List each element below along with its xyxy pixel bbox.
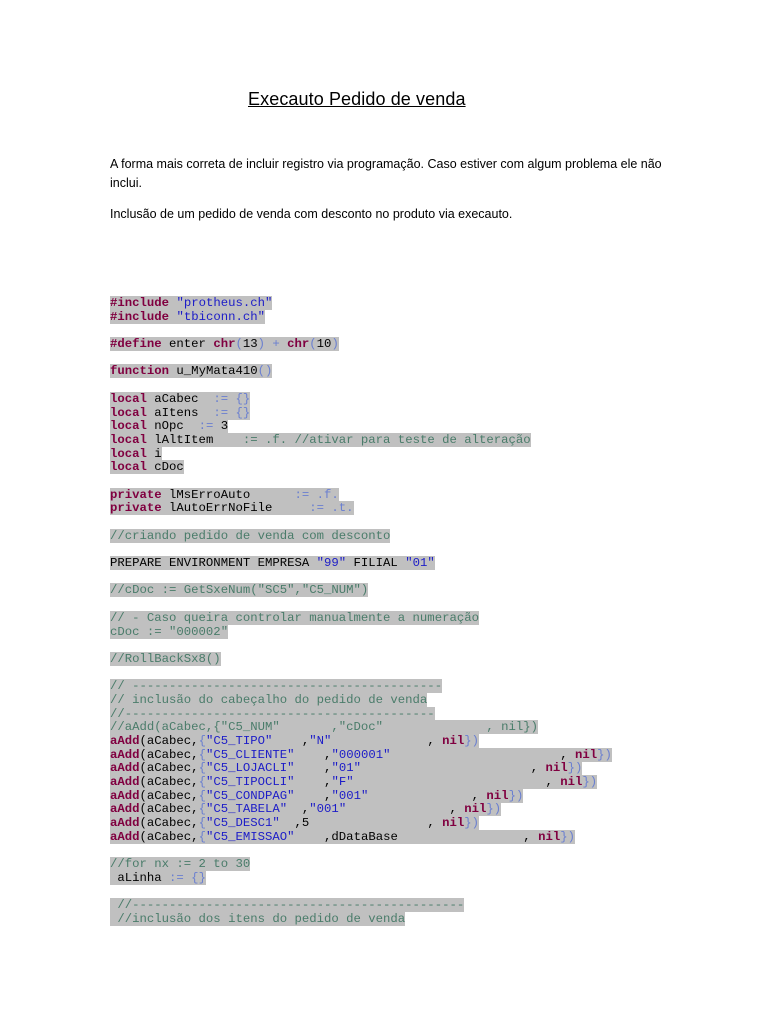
code-token: lAltItem: [146, 432, 243, 447]
code-token: (aCabec,: [139, 802, 199, 817]
code-line-highlight: [110, 898, 464, 912]
code-line-highlight: [110, 816, 479, 830]
code-line: [110, 475, 730, 489]
code-token: //------------------------------------------: [110, 706, 435, 721]
code-line-highlight: [110, 693, 427, 707]
code-token: := {}: [213, 391, 251, 406]
code-token: := {}: [213, 405, 251, 420]
code-block: [110, 297, 730, 927]
code-token: ,: [294, 775, 332, 790]
code-token: #include: [110, 296, 170, 310]
code-token: (aCabec,: [139, 734, 199, 748]
code-line-highlight: [110, 679, 442, 693]
code-token: nil: [560, 775, 583, 790]
code-line-highlight: [110, 611, 479, 625]
code-token: {: [198, 734, 206, 748]
code-token: "001": [331, 788, 369, 803]
code-token: aAdd: [110, 761, 140, 776]
code-token: "tbiconn.ch": [176, 309, 265, 324]
code-line: [110, 790, 730, 804]
code-token: cDoc: [146, 460, 184, 475]
code-token: //RollBackSx8(): [110, 651, 221, 666]
code-line-highlight: [110, 912, 405, 926]
code-token: ) +: [257, 337, 288, 352]
code-line: [110, 571, 730, 585]
code-line: [110, 612, 730, 626]
code-token: nil: [486, 788, 509, 803]
code-line: [110, 489, 730, 503]
code-line: [110, 708, 730, 722]
code-line: [110, 639, 730, 653]
code-token: "C5_DESC1": [205, 816, 280, 831]
code-line: [110, 598, 730, 612]
code-line-highlight: [110, 310, 265, 324]
code-token: nil: [442, 734, 465, 748]
code-token: {: [198, 788, 206, 803]
code-line-highlight: [110, 707, 435, 721]
code-line-highlight: [110, 857, 250, 871]
code-line: [110, 502, 730, 516]
code-line: [110, 667, 730, 681]
code-token: // inclusão do cabeçalho do pedido de venda: [110, 692, 428, 707]
code-token: i: [146, 446, 162, 461]
code-token: aAdd: [110, 802, 140, 817]
code-line-highlight: [110, 406, 250, 420]
code-token: chr: [287, 337, 310, 352]
code-line: [110, 530, 730, 544]
code-token: local: [110, 391, 147, 406]
code-token: #include: [110, 309, 170, 324]
code-token: "C5_LOJACLI": [205, 761, 295, 776]
code-line: [110, 817, 730, 831]
code-token: local: [110, 405, 147, 420]
code-line: [110, 762, 730, 776]
code-line: [110, 913, 730, 927]
code-token: local: [110, 460, 147, 475]
code-line: [110, 461, 730, 475]
code-token: ,: [331, 734, 443, 748]
code-line-highlight: [110, 625, 228, 639]
code-line: [110, 803, 730, 817]
code-line-highlight: [110, 652, 221, 666]
code-token: }): [560, 829, 575, 844]
code-token: ,: [360, 761, 546, 776]
code-line: [110, 420, 730, 434]
code-line: [110, 694, 730, 708]
code-token: PREPARE ENVIRONMENT EMPRESA: [110, 556, 317, 571]
code-token: }): [597, 747, 612, 762]
code-token: aCabec: [146, 391, 214, 406]
code-token: chr: [213, 337, 236, 352]
code-line-highlight: [110, 720, 538, 734]
code-token: := {}: [169, 870, 206, 885]
code-token: // ------------------------------------------: [110, 679, 443, 694]
code-token: }): [582, 775, 598, 790]
code-line-highlight: [110, 364, 272, 378]
code-token: {: [198, 816, 206, 831]
code-line-highlight: [110, 802, 501, 816]
code-line: [110, 393, 730, 407]
code-line-highlight: [110, 734, 479, 748]
code-line-highlight: [110, 871, 206, 885]
code-line-highlight: [110, 447, 162, 461]
code-token: "01": [331, 761, 361, 776]
code-line: [110, 680, 730, 694]
code-line-highlight: [110, 501, 354, 515]
code-line: [110, 448, 730, 462]
code-token: aAdd: [110, 775, 140, 790]
code-token: ): [331, 337, 339, 352]
code-line: [110, 324, 730, 338]
code-token: "F": [331, 775, 354, 790]
code-token: //aAdd(aCabec,{"C5_NUM" ,"cDoc" , nil}): [110, 720, 539, 735]
code-token: ,: [287, 802, 310, 817]
code-token: ,: [390, 747, 575, 762]
code-token: ,: [368, 788, 487, 803]
code-line: [110, 379, 730, 393]
code-line: [110, 557, 730, 571]
code-line-highlight: [110, 337, 339, 351]
code-line-highlight: [110, 775, 597, 789]
code-line-highlight: [110, 296, 272, 310]
code-token: local: [110, 446, 147, 461]
intro-paragraph: A forma mais correta de incluir registro via programação. Caso estiver com algum problema ele não inclui.: [110, 157, 662, 190]
code-line: [110, 352, 730, 366]
description-paragraph: Inclusão de um pedido de venda com desconto no produto via execauto.: [110, 207, 513, 221]
code-token: //inclusão dos itens do pedido de venda: [110, 911, 406, 926]
code-token: aAdd: [110, 829, 140, 844]
code-token: local: [110, 432, 147, 447]
code-line: [110, 516, 730, 530]
code-token: (aCabec,: [139, 747, 199, 762]
code-token: "C5_CONDPAG": [205, 788, 295, 803]
code-line: [110, 899, 730, 913]
code-line-highlight: [110, 433, 531, 447]
code-token: ,: [272, 734, 310, 748]
code-token: u_MyMata410: [169, 364, 258, 379]
code-token: lAutoErrNoFile: [161, 501, 310, 516]
code-token: }): [464, 816, 480, 831]
code-token: nil: [545, 761, 568, 776]
code-line: [110, 338, 730, 352]
code-token: aAdd: [110, 788, 140, 803]
code-token: aLinha: [110, 870, 170, 885]
code-token: := .f.: [294, 487, 339, 502]
code-token: }): [486, 802, 502, 817]
code-token: "protheus.ch": [176, 296, 273, 310]
code-line: [110, 297, 730, 311]
code-token: ,5 ,: [279, 816, 443, 831]
code-token: nOpc: [146, 419, 199, 434]
code-token: aAdd: [110, 747, 140, 762]
code-token: FILIAL: [346, 556, 406, 571]
code-token: (aCabec,: [139, 816, 199, 831]
code-token: (aCabec,: [139, 775, 199, 790]
code-token: nil: [574, 747, 598, 762]
code-token: #define: [110, 337, 162, 352]
code-token: }): [464, 734, 480, 748]
code-line: [110, 365, 730, 379]
code-token: // - Caso queira controlar manualmente a numeração: [110, 610, 479, 625]
code-token: aAdd: [110, 816, 140, 831]
code-line-highlight: [110, 460, 184, 474]
code-token: private: [110, 501, 162, 516]
code-line: [110, 626, 730, 640]
code-token: := .t.: [309, 501, 354, 516]
code-line: [110, 749, 730, 763]
code-token: ,: [353, 775, 561, 790]
code-line-highlight: [110, 529, 390, 543]
code-line: [110, 311, 730, 325]
code-token: //cDoc := GetSxeNum("SC5","C5_NUM"): [110, 583, 369, 598]
document-title: Execauto Pedido de venda: [248, 89, 466, 109]
code-token: := .f. //ativar para teste de alteração: [242, 432, 531, 447]
code-token: aItens: [146, 405, 214, 420]
code-line-highlight: [110, 556, 435, 570]
code-token: nil: [538, 829, 561, 844]
code-token: {: [198, 829, 206, 844]
code-line: [110, 776, 730, 790]
code-line-highlight: [110, 488, 339, 502]
code-token: function: [110, 364, 170, 379]
code-line: [110, 543, 730, 557]
code-token: local: [110, 419, 147, 434]
code-token: (: [309, 337, 317, 352]
code-token: (aCabec,: [139, 788, 199, 803]
code-token: (aCabec,: [139, 761, 199, 776]
code-token: {: [198, 775, 206, 790]
code-line-highlight: [110, 761, 582, 775]
code-line: [110, 845, 730, 859]
code-token: "01": [405, 556, 435, 571]
code-token: "C5_TABELA": [205, 802, 288, 817]
code-token: 3: [220, 419, 229, 434]
code-token: }): [567, 761, 583, 776]
code-token: enter: [161, 337, 214, 352]
code-token: (aCabec,: [139, 829, 199, 844]
code-token: (): [257, 364, 273, 379]
code-line-highlight: [110, 583, 368, 597]
code-token: ,: [294, 747, 332, 762]
code-line: [110, 721, 730, 735]
code-token: private: [110, 487, 162, 502]
code-token: {: [198, 802, 206, 817]
code-line-highlight: [110, 789, 523, 803]
code-token: "N": [309, 734, 332, 748]
code-line: [110, 858, 730, 872]
code-token: "C5_CLIENTE": [205, 747, 295, 762]
code-line-highlight: [110, 748, 612, 762]
code-token: cDoc := "000002": [110, 624, 229, 639]
code-token: :=: [198, 419, 221, 434]
code-line: [110, 407, 730, 421]
code-token: nil: [464, 802, 487, 817]
code-token: "C5_TIPOCLI": [205, 775, 295, 790]
code-line: [110, 584, 730, 598]
code-token: "99": [316, 556, 347, 571]
code-line: [110, 872, 730, 886]
code-line: [110, 434, 730, 448]
code-token: }): [508, 788, 524, 803]
code-token: 13: [242, 337, 258, 352]
code-token: "C5_TIPO": [205, 734, 273, 748]
code-token: (: [235, 337, 243, 352]
code-line-highlight: [110, 392, 250, 406]
code-token: ,dDataBase ,: [294, 829, 539, 844]
code-token: //for nx := 2 to 30: [110, 857, 251, 872]
code-token: 10: [316, 337, 332, 352]
code-token: aAdd: [110, 734, 140, 748]
code-token: ,: [294, 761, 332, 776]
code-token: //criando pedido de venda com desconto: [110, 528, 391, 543]
code-token: ,: [346, 802, 465, 817]
code-line-highlight: [110, 830, 575, 844]
code-line: [110, 831, 730, 845]
code-token: lMsErroAuto: [161, 487, 295, 502]
code-token: ,: [294, 788, 332, 803]
code-token: {: [198, 761, 206, 776]
code-token: "000001": [331, 747, 391, 762]
code-line: [110, 886, 730, 900]
code-line: [110, 735, 730, 749]
code-line-highlight: [110, 419, 228, 433]
code-token: nil: [442, 816, 465, 831]
code-line: [110, 653, 730, 667]
code-token: //---------------------------------------------: [110, 898, 465, 913]
code-token: {: [198, 747, 206, 762]
code-token: "001": [309, 802, 347, 817]
code-token: "C5_EMISSAO": [205, 829, 295, 844]
